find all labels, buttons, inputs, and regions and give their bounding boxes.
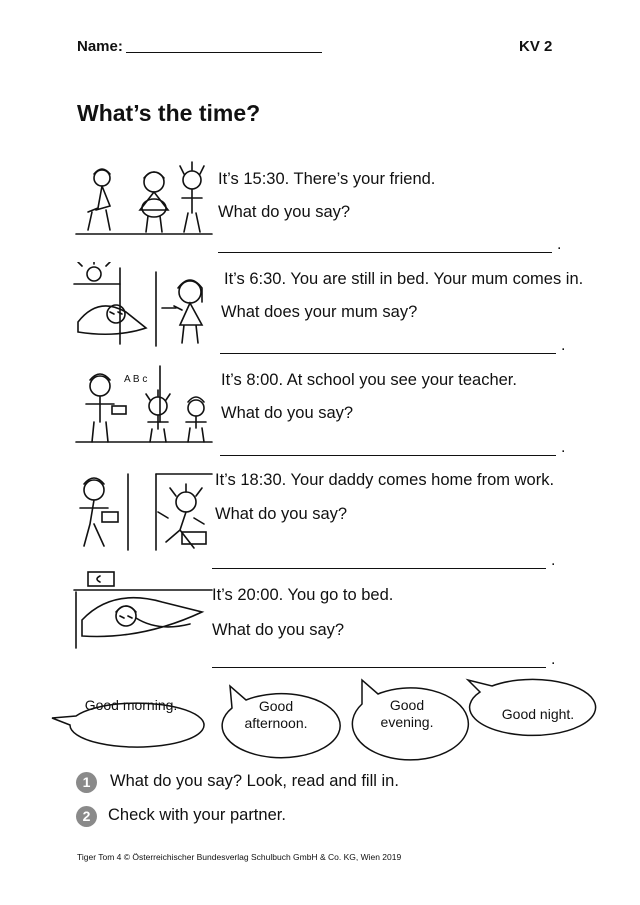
task-5-period: . — [551, 651, 556, 668]
mum-wakes-child-illustration — [72, 262, 214, 348]
task-3-period: . — [561, 439, 566, 456]
bubble-good-evening-line-2: evening. — [380, 714, 434, 730]
page-title: What’s the time? — [77, 100, 261, 126]
task-4-answer-line[interactable] — [212, 568, 546, 569]
task-4-question: What do you say? — [215, 505, 348, 523]
task-1-period: . — [557, 236, 562, 253]
instruction-1-number: 1 — [76, 772, 97, 793]
task-5-question: What do you say? — [212, 621, 345, 639]
task-1-question: What do you say? — [218, 203, 351, 221]
task-2-question: What does your mum say? — [221, 303, 418, 321]
board-letters: A B c — [124, 374, 148, 385]
bubble-good-afternoon-text — [228, 698, 324, 732]
bubble-good-night-text — [490, 706, 586, 723]
name-label: Name: — [77, 38, 123, 55]
bubble-good-night-line-1: Good night. — [501, 706, 575, 722]
bubble-good-evening-text — [360, 697, 454, 731]
task-5-situation: It’s 20:00. You go to bed. — [212, 586, 394, 604]
teacher-at-school-illustration — [72, 362, 214, 450]
task-3-answer-line[interactable] — [220, 455, 556, 456]
worksheet-code: KV 2 — [519, 38, 553, 55]
bubble-good-morning-text — [78, 697, 184, 714]
task-2-answer-line[interactable] — [220, 353, 556, 354]
name-answer-line[interactable] — [126, 52, 322, 53]
friends-meeting-illustration — [72, 160, 214, 242]
bubble-good-afternoon-line-2: afternoon. — [244, 715, 308, 731]
instruction-2-text: Check with your partner. — [108, 806, 286, 824]
task-1-answer-line[interactable] — [218, 252, 552, 253]
task-1-situation: It’s 15:30. There’s your friend. — [218, 170, 436, 188]
instruction-1-text: What do you say? Look, read and fill in. — [110, 772, 399, 790]
task-2-situation: It’s 6:30. You are still in bed. Your mum comes in. — [224, 270, 584, 288]
task-2-period: . — [561, 337, 566, 354]
bubble-good-evening-line-1: Good — [389, 697, 425, 713]
child-goes-to-bed-illustration — [72, 568, 214, 652]
bubble-good-afternoon-line-1: Good — [258, 698, 294, 714]
bubble-good-morning-line-1: Good morning. — [84, 697, 178, 713]
task-5-answer-line[interactable] — [212, 667, 546, 668]
daddy-comes-home-illustration — [72, 466, 214, 554]
task-4-situation: It’s 18:30. Your daddy comes home from work. — [215, 471, 555, 489]
task-4-period: . — [551, 552, 556, 569]
task-3-situation: It’s 8:00. At school you see your teacher. — [221, 371, 517, 389]
task-3-question: What do you say? — [221, 404, 354, 422]
instruction-2-number: 2 — [76, 806, 97, 827]
copyright-footer: Tiger Tom 4 © Österreichischer Bundesverlag Schulbuch GmbH & Co. KG, Wien 2019 — [77, 852, 402, 862]
